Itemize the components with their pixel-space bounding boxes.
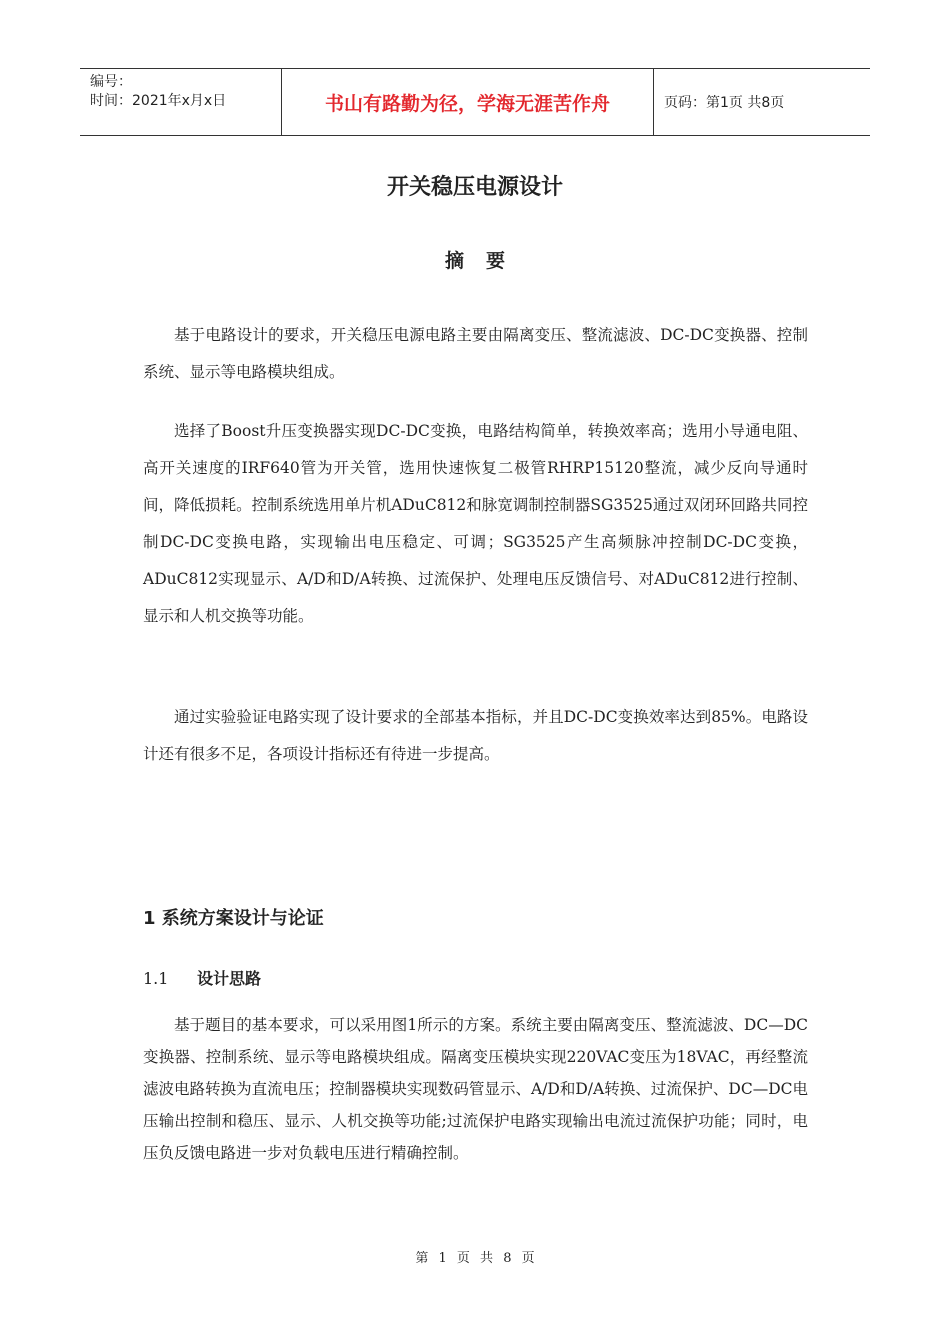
abstract-paragraph: 基于电路设计的要求，开关稳压电源电路主要由隔离变压、整流滤波、DC-DC变换器、控制系统、显示等电路模块组成。 [143, 326, 808, 381]
subsection-title: 设计思路 [197, 969, 262, 988]
time-label: 时间：2021年x月x日 [90, 93, 227, 109]
subsection-heading [143, 966, 261, 989]
header-motto-cell [282, 69, 654, 135]
body-paragraph: 基于题目的基本要求，可以采用图1所示的方案。系统主要由隔离变压、整流滤波、DC—DC变换器、控制系统、显示等电路模块组成。隔离变压模块实现220VAC变压为18VAC，再经整流滤波电路转换为直流电压；控制器模块实现数码管显示、A/D和D/A转换、过流保护、DC—DC电压输出控制和稳压、显示、人机交换等功能;过流保护电路实现输出电流过流保护功能；同时，电压负反馈电路进一步对负载电压进行精确控制。 [143, 1016, 808, 1162]
page-footer: 第 1 页 共 8 页 [415, 1251, 535, 1266]
motto-text: 书山有路勤为径，学海无涯苦作舟 [324, 92, 610, 115]
abstract-paragraph: 通过实验验证电路实现了设计要求的全部基本指标，并且DC-DC变换效率达到85%。电路设计还有很多不足，各项设计指标还有待进一步提高。 [143, 708, 808, 763]
number-label: 编号： [90, 74, 132, 90]
document-title: 开关稳压电源设计 [386, 175, 563, 200]
section-heading: 1 系统方案设计与论证 [143, 908, 324, 929]
header-meta-cell [80, 69, 282, 135]
abstract-heading: 摘要 [444, 250, 527, 272]
subsection-number: 1.1 [143, 969, 169, 988]
header-page-cell [654, 69, 870, 135]
header-table [80, 68, 870, 136]
abstract-paragraph: 选择了Boost升压变换器实现DC-DC变换，电路结构简单，转换效率高；选用小导通电阻、高开关速度的IRF640管为开关管，选用快速恢复二极管RHRP15120整流，减少反向导通时间，降低损耗。控制系统选用单片机ADuC812和脉宽调制控制器SG3525通过双闭环回路共同控制DC-DC变换电路，实现输出电压稳定、可调；SG3525产生高频脉冲控制DC-DC变换，ADuC812实现显示、A/D和D/A转换、过流保护、处理电压反馈信号、对ADuC812进行控制、显示和人机交换等功能。 [143, 422, 808, 625]
page-code: 页码：第1页 共8页 [664, 95, 785, 111]
